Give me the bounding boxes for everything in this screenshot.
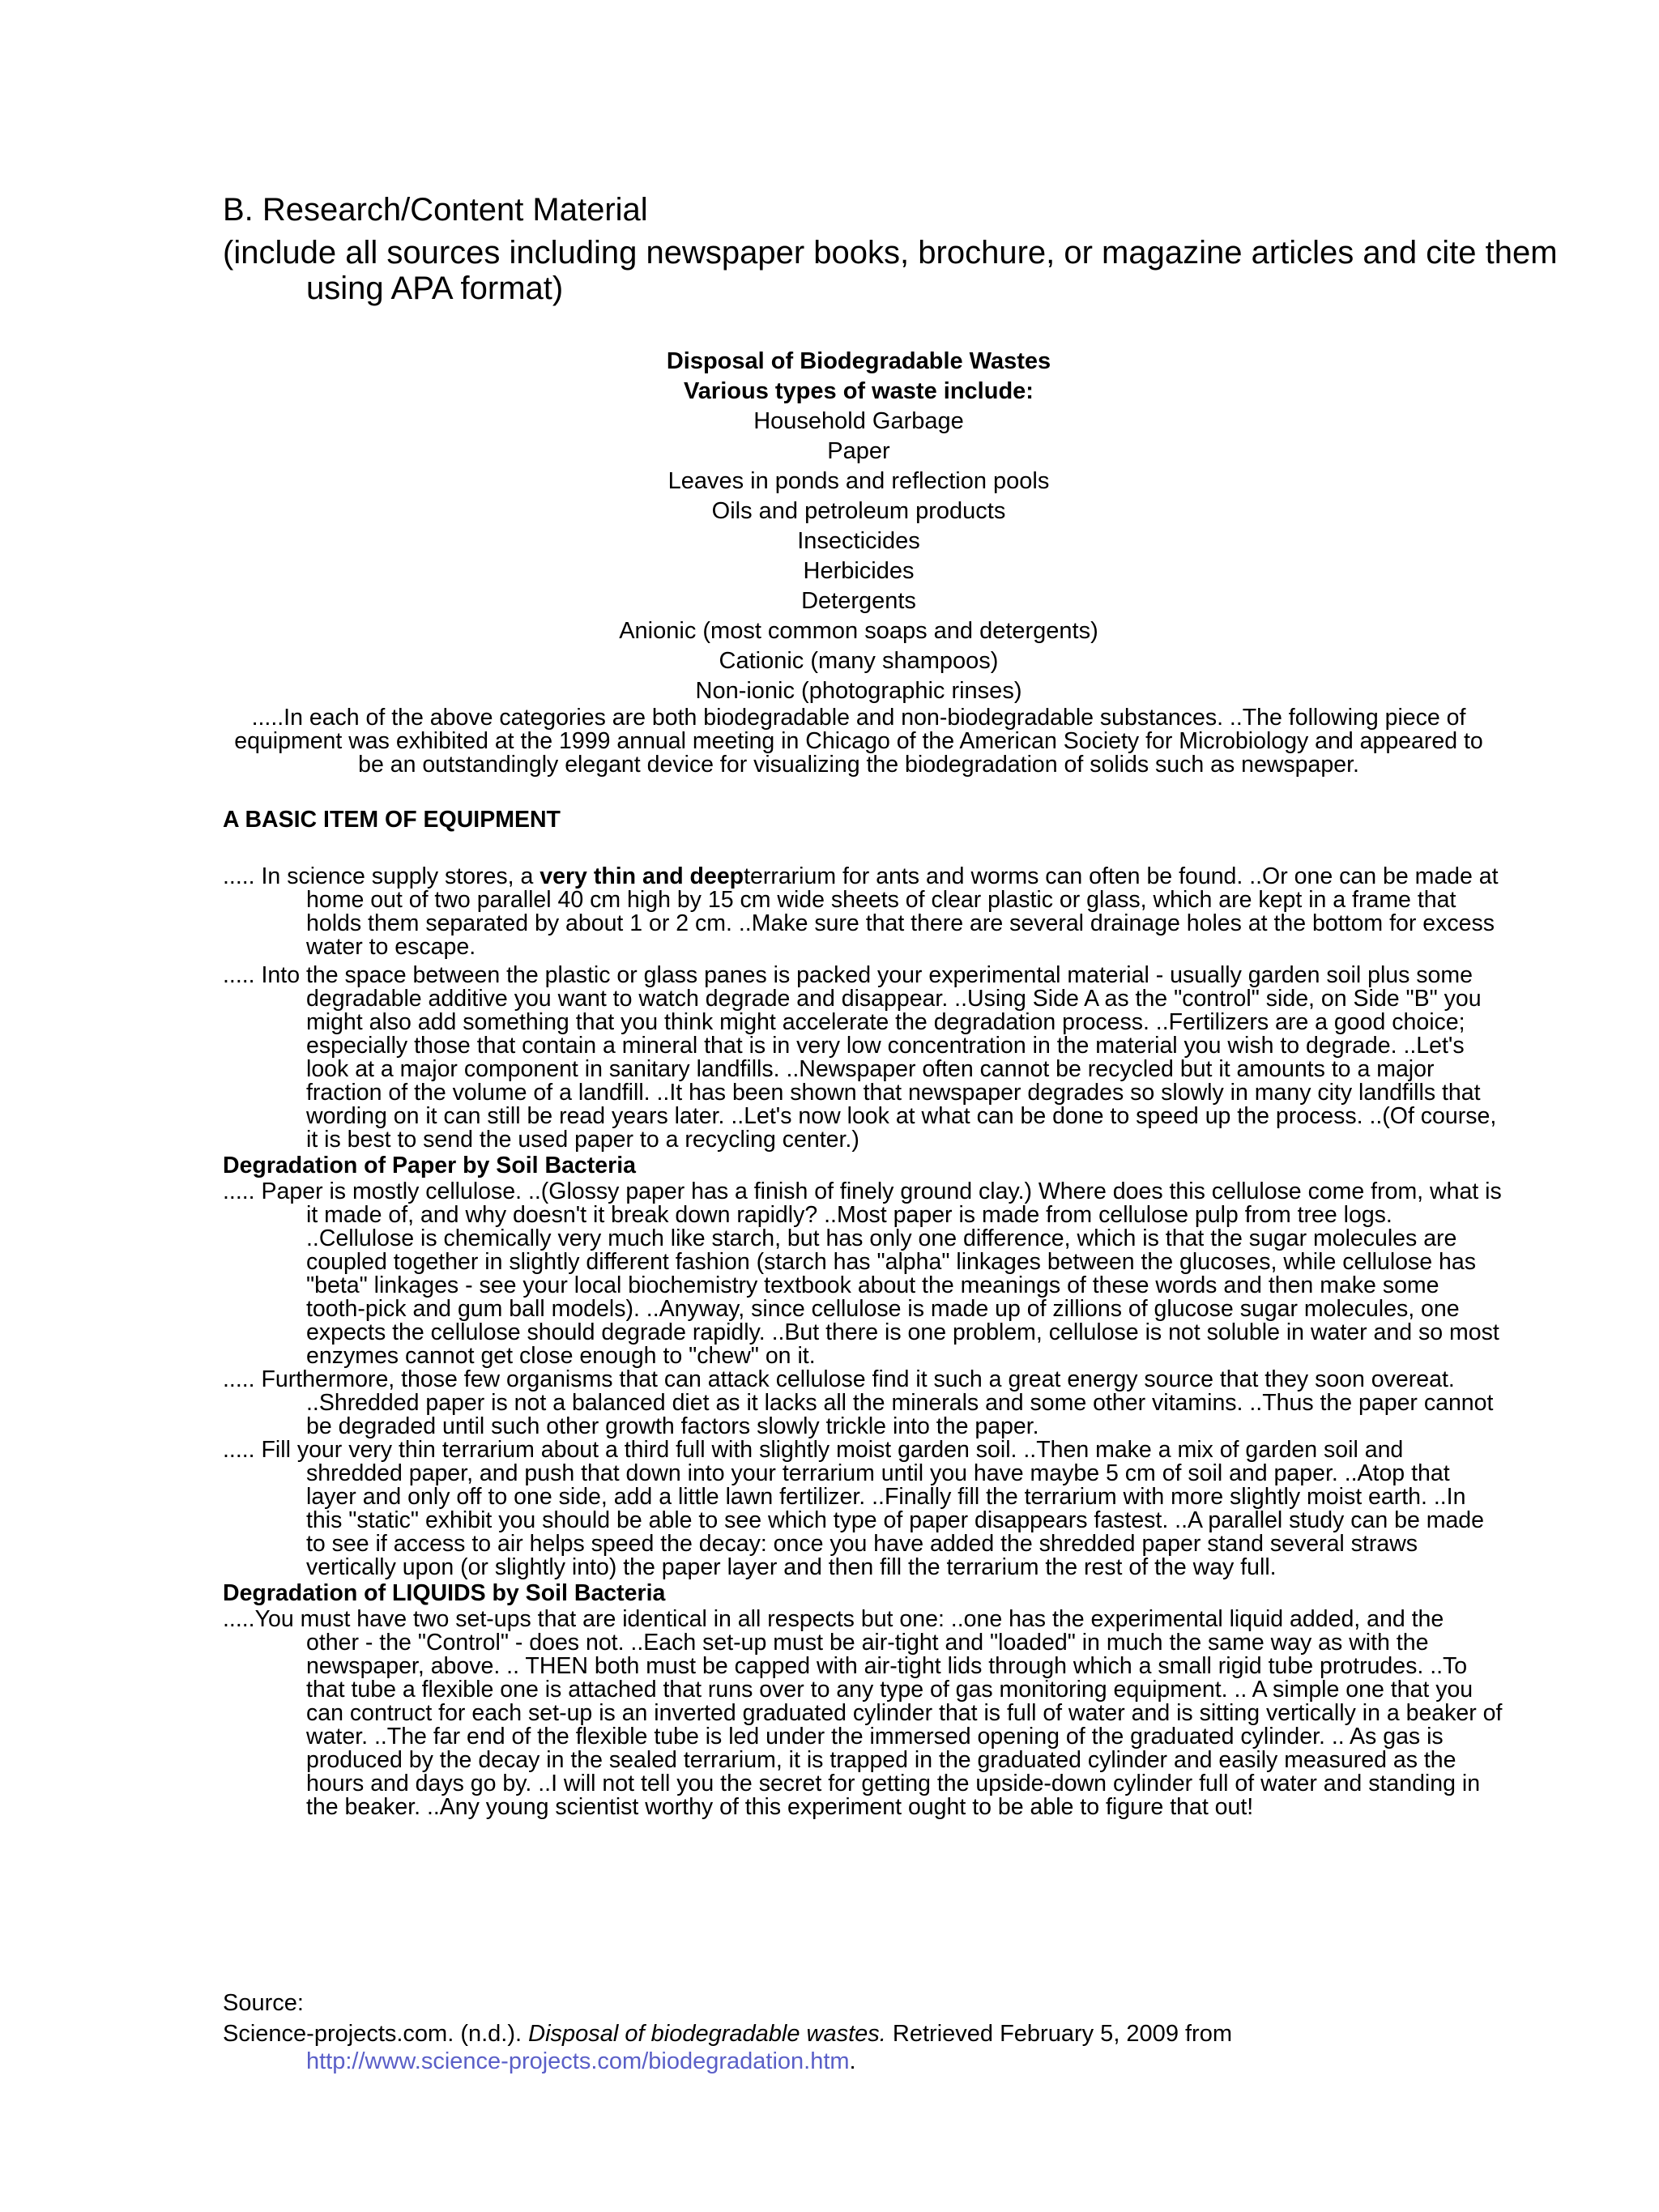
section-instructions: (include all sources including newspaper books, brochure, or magazine articles and cite them using APA format)	[223, 235, 1558, 306]
waste-type-item: Leaves in ponds and reflection pools	[667, 468, 1050, 494]
waste-type-item: Herbicides	[803, 558, 915, 584]
cited-title: Disposal of biodegradable wastes.	[528, 2021, 886, 2047]
section-heading-paper: Degradation of Paper by Soil Bacteria	[223, 1153, 636, 1178]
emphasis-text: very thin and deep	[539, 863, 744, 889]
waste-type-item: Oils and petroleum products	[711, 498, 1006, 524]
source-citation: Science-projects.com. (n.d.). Disposal of biodegradable wastes. Retrieved February 5, 2009 from http://www.science-projects.com/biodegradation.htm.	[223, 2021, 1233, 2074]
waste-type-item: Insecticides	[797, 528, 920, 554]
paragraph: ..... Furthermore, those few organisms that can attack cellulose find it such a great energy source that they soon overeat. ..Shredded paper is not a balanced diet as it lacks all the minerals and some other vitamins. ..Thus the paper cannot be degraded until such other growth factors slowly trickle into the paper.	[223, 1366, 1494, 1439]
section-equipment	[223, 806, 1503, 834]
waste-type-item: Cationic (many shampoos)	[719, 648, 999, 674]
waste-type-item: Paper	[827, 438, 890, 464]
article-subtitle: Various types of waste include:	[684, 378, 1034, 404]
intro-paragraph: .....In each of the above categories are both biodegradable and non-biodegradable substances. ..The following piece of equipment was exhibited at the 1999 annual meeting in Chicago of the American Society for Microbiology and appeared to be an outstandingly elegant device for visualizing the biodegradation of solids such as newspaper.	[234, 705, 1483, 778]
waste-types-block	[223, 347, 1495, 706]
waste-type-item: Detergents	[801, 588, 916, 614]
section-heading: B. Research/Content Material	[223, 192, 648, 228]
source-label: Source:	[223, 1990, 304, 2016]
section-equipment-body	[223, 865, 1503, 1819]
section-heading-equipment: A BASIC ITEM OF EQUIPMENT	[223, 807, 561, 833]
paragraph: ..... Fill your very thin terrarium about a third full with slightly moist garden soil. ..Then make a mix of garden soil and shredded paper, and push that down into your terrarium until you have maybe 5 cm of soil and paper. ..Atop that layer and only off to one side, add a little lawn fertilizer. ..Finally fill the terrarium with more slightly moist earth. ..In this "static" exhibit you should be able to see which type of paper disappears fastest. ..A parallel study can be made to see if access to air helps speed the decay: once you have added the shredded paper stand several straws vertically upon (or slightly into) the paper layer and then fill the terrarium the rest of the way full.	[223, 1437, 1485, 1580]
article-title: Disposal of Biodegradable Wastes	[666, 348, 1051, 374]
source-link[interactable]: http://www.science-projects.com/biodegradation.htm	[306, 2048, 850, 2074]
paragraph: ..... Paper is mostly cellulose. ..(Glossy paper has a finish of finely ground clay.) Where does this cellulose come from, what is it made of, and why doesn't it break down rapidly? ..Most paper is made from cellulose pulp from tree logs. ..Cellulose is chemically very much like starch, but has only one difference, which is that the sugar molecules are coupled together in slightly different fashion (starch has "alpha" linkages between the glucoses, while cellulose has "beta" linkages - see your local biochemistry textbook about the meanings of these words and then make some tooth-pick and gum ball models). ..Anyway, since cellulose is made up of zillions of glucose sugar molecules, one expects the cellulose should degrade rapidly. ..But there is one problem, cellulose is not soluble in water and so most enzymes cannot get close enough to "chew" on it.	[223, 1178, 1502, 1369]
paragraph: ..... Into the space between the plastic or glass panes is packed your experimental material - usually garden soil plus some degradable additive you want to watch degrade and disappear. ..Using Side A as the "control" side, on Side "B" you might also add something that you think might accelerate the degradation process. ..Fertilizers are a good choice; especially those that contain a mineral that is in very low concentration in the material you wish to degrade. ..Let's look at a major component in sanitary landfills. ..Newspaper often cannot be recycled but it amounts to a major fraction of the volume of a landfill. ..It has been shown that newspaper degrades so slowly in many city landfills that wording on it can still be read years later. ..Let's now look at what can be done to speed up the process. ..(Of course, it is best to send the used paper to a recycling center.)	[223, 962, 1497, 1153]
section-heading-liquids: Degradation of LIQUIDS by Soil Bacteria	[223, 1580, 666, 1606]
waste-type-item: Anionic (most common soaps and detergents)	[619, 618, 1098, 644]
paragraph: ..... In science supply stores, a very thin and deepterrarium for ants and worms can often be found. ..Or one can be made at home out of two parallel 40 cm high by 15 cm wide sheets of clear plastic or glass, which are kept in a frame that holds them separated by about 1 or 2 cm. ..Make sure that there are several drainage holes at the bottom for excess water to escape.	[223, 863, 1499, 960]
waste-type-item: Household Garbage	[753, 408, 964, 434]
waste-type-item: Non-ionic (photographic rinses)	[695, 678, 1022, 704]
paragraph: .....You must have two set-ups that are identical in all respects but one: ..one has the experimental liquid added, and the other - the "Control" - does not. ..Each set-up must be air-tight and "loaded" in much the same way as with the newspaper, above. .. THEN both must be capped with air-tight lids through which a small rigid tube protrudes. ..To that tube a flexible one is attached that runs over to any type of gas monitoring equipment. .. A simple one that you can contruct for each set-up is an inverted graduated cylinder that is full of water and is sitting vertically in a beaker of water. ..The far end of the flexible tube is led under the immersed opening of the graduated cylinder. .. As gas is produced by the decay in the sealed terrarium, it is trapped in the graduated cylinder and easily measured as the hours and days go by. ..I will not tell you the secret for getting the upside-down cylinder full of water and standing in the beaker. ..Any young scientist worthy of this experiment ought to be able to figure that out!	[223, 1606, 1503, 1820]
